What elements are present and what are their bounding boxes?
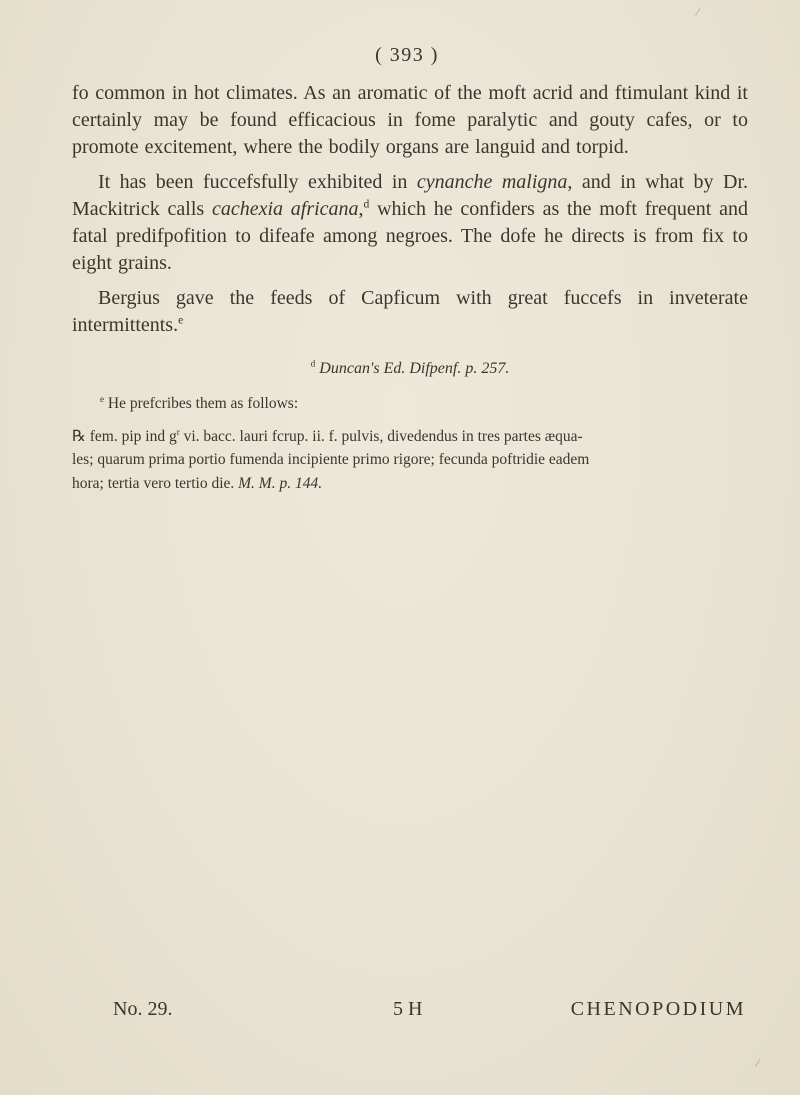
text-segment: fo common in hot climates. As an aromatic of the moft acrid and ftimulant kind it certainly may be found efficacious in fome paralytic and gouty cafes, or to promote excitement, where the bodily organs are languid and torpid. <box>72 82 748 158</box>
text-segment: hora; tertia vero tertio die. <box>72 474 239 492</box>
prescription-line <box>72 472 748 496</box>
text-segment: les; quarum prima portio fumenda incipiente primo rigore; fecunda poftridie eadem <box>72 451 590 468</box>
scan-artifact-bottom: / <box>754 1054 762 1071</box>
text-segment: He prefcribes them as follows: <box>104 395 299 412</box>
footnote-e <box>72 392 748 495</box>
text-segment: Bergius gave the feeds of Capficum with great fuccefs in inveterate intermittents. <box>72 287 748 336</box>
footnote-d <box>72 360 748 378</box>
footnote-e-intro <box>72 392 748 416</box>
footnote-marker: d <box>363 197 370 211</box>
signature-mark: 5 H <box>393 998 423 1020</box>
text-segment: Duncan's Ed. Difpenf. p. 257. <box>315 360 510 377</box>
page-number-header: ( 393 ) <box>375 44 439 66</box>
text-segment: ℞ fem. pip ind g <box>72 427 177 445</box>
catchword: CHENOPODIUM <box>570 998 746 1020</box>
text-segment: vi. bacc. lauri fcrup. ii. f. pulvis, divedendus in tres partes æqua- <box>179 427 583 445</box>
text-segment: , and in what by Dr. Mackitrick calls <box>72 171 749 220</box>
page-footer <box>0 998 800 1028</box>
text-segment: M. M. p. 144. <box>238 474 323 492</box>
text-segment: which he confiders as the moft frequent and fatal predifpofition to difeafe among negroes. The dofe he directs is from fix to eight grains. <box>72 198 749 274</box>
body-paragraph <box>72 80 748 161</box>
text-segment: cynanche maligna <box>416 171 568 193</box>
body-text <box>72 80 748 339</box>
footnote-marker: r <box>176 426 180 437</box>
signature-number: No. 29. <box>113 998 173 1020</box>
body-paragraph <box>72 169 748 277</box>
footnote-marker: d <box>310 359 316 370</box>
prescription <box>72 425 748 496</box>
text-segment: cachexia africana <box>211 198 359 220</box>
text-segment: It has been fuccefsfully exhibited in <box>98 171 417 193</box>
text-segment: , <box>358 198 364 220</box>
prescription-line <box>72 425 748 449</box>
scan-artifact-top: / <box>694 3 702 20</box>
body-paragraph <box>72 285 748 339</box>
footnote-marker: e <box>100 393 104 404</box>
footnote-marker: e <box>178 313 184 327</box>
prescription-line <box>72 448 748 472</box>
